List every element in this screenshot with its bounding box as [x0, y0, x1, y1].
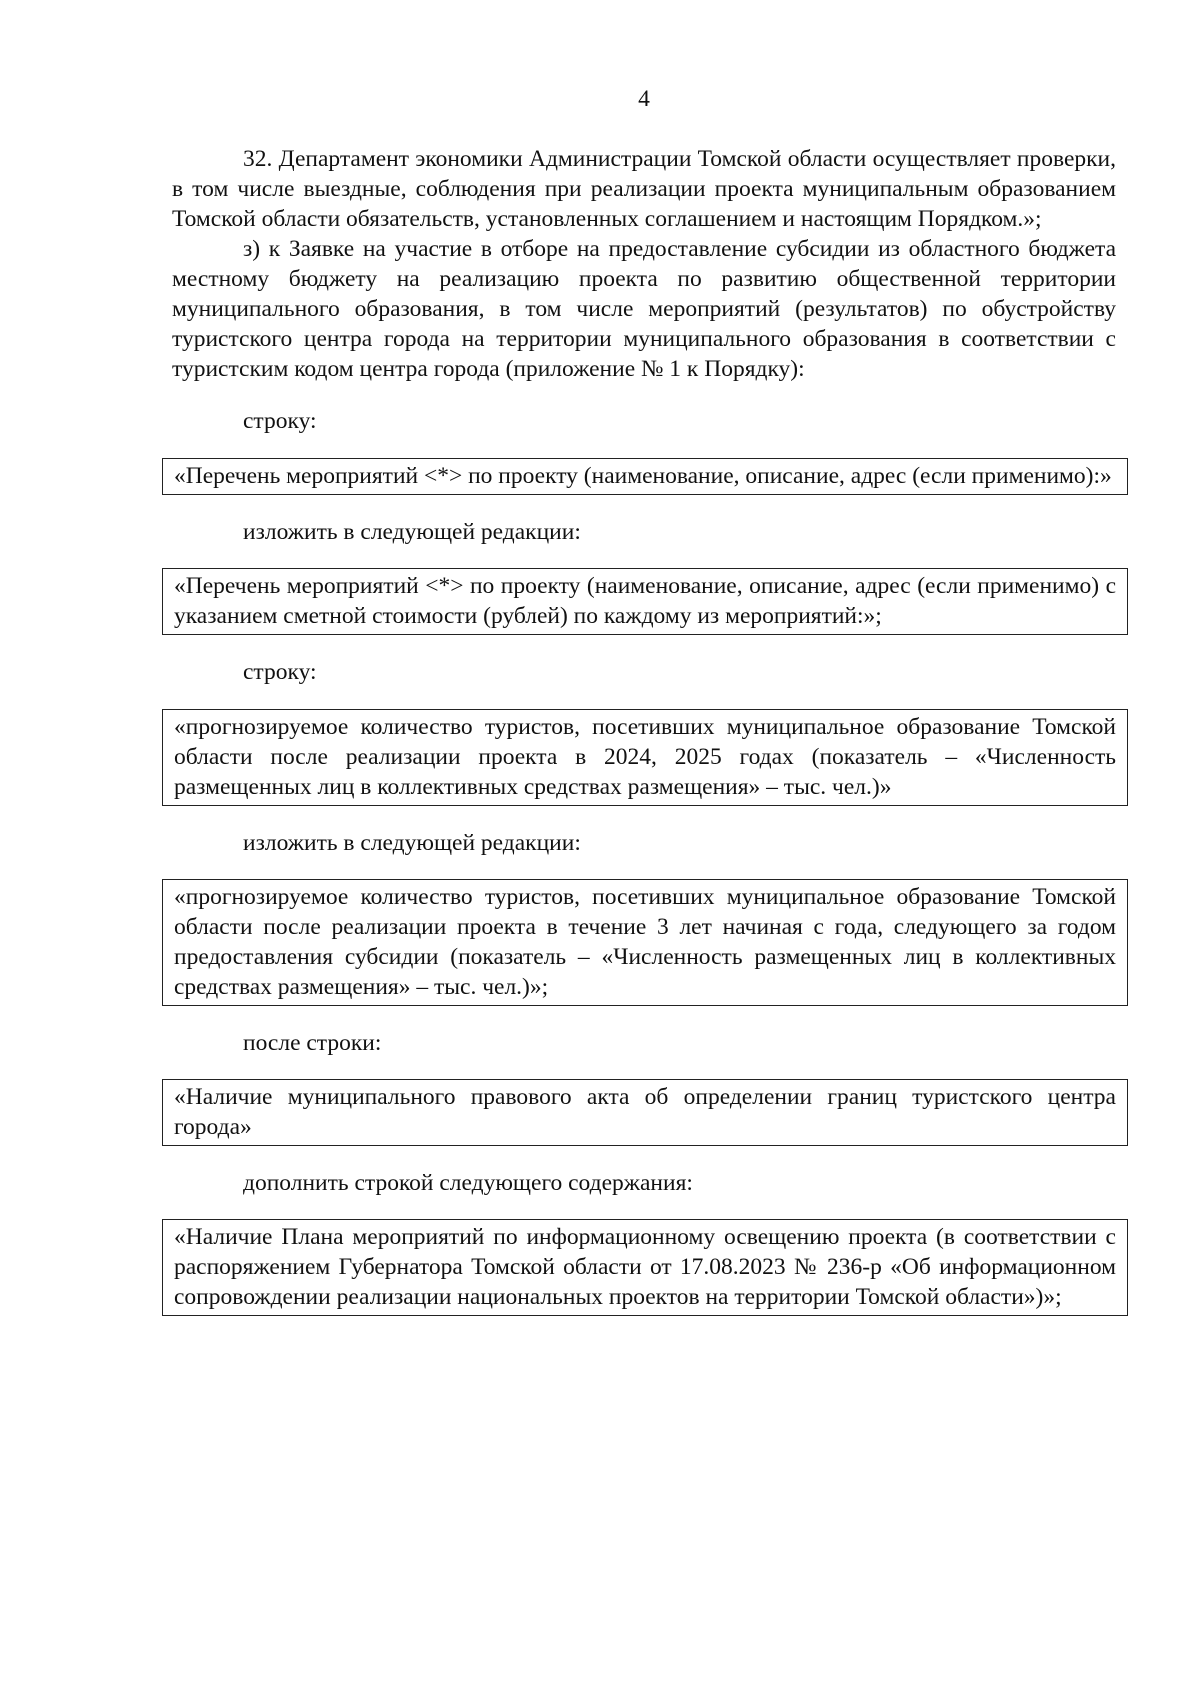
document-body: [172, 144, 1116, 1316]
paragraph-z: з) к Заявке на участие в отборе на предоставление субсидии из областного бюджета местному бюджету на реализацию проекта по развитию общественной территории муниципального образования, в том числе мероприятий (результатов) по обустройству туристского центра города на территории муниципального образования в соответствии с туристским кодом центра города (приложение № 1 к Порядку):: [172, 236, 1116, 382]
quoted-row-box-5: [162, 1079, 1128, 1146]
page-number: 4: [638, 86, 650, 112]
quoted-row-text-1: «Перечень мероприятий <*> по проекту (наименование, описание, адрес (если применимо):»: [174, 463, 1112, 489]
quoted-row-box-3: [162, 709, 1128, 806]
label-stroku-2: строку:: [243, 659, 317, 685]
label-posle-stroki: после строки:: [243, 1030, 382, 1056]
paragraph-32: 32. Департамент экономики Администрации Томской области осуществляет проверки, в том числе выездные, соблюдения при реализации проекта муниципальным образованием Томской области обязательств, установленных соглашением и настоящим Порядком.»;: [172, 146, 1116, 232]
quoted-row-text-4: «прогнозируемое количество туристов, посетивших муниципальное образование Томской области после реализации проекта в течение 3 лет начиная с года, следующего за годом предоставления субсидии (показатель – «Численность размещенных лиц в коллективных средствах размещения» – тыс. чел.)»;: [174, 884, 1116, 1000]
quoted-row-box-2: [162, 568, 1128, 635]
quoted-row-text-5: «Наличие муниципального правового акта об определении границ туристского центра города»: [174, 1084, 1116, 1140]
label-izlozhit-1: изложить в следующей редакции:: [243, 519, 581, 545]
label-izlozhit-2: изложить в следующей редакции:: [243, 830, 581, 856]
quoted-row-text-3: «прогнозируемое количество туристов, посетивших муниципальное образование Томской области после реализации проекта в 2024, 2025 годах (показатель – «Численность размещенных лиц в коллективных средствах размещения» – тыс. чел.)»: [174, 714, 1116, 800]
quoted-row-text-6: «Наличие Плана мероприятий по информационному освещению проекта (в соответствии с распоряжением Губернатора Томской области от 17.08.2023 № 236-р «Об информационном сопровождении реализации национальных проектов на территории Томской области»)»;: [174, 1224, 1116, 1310]
quoted-row-text-2: «Перечень мероприятий <*> по проекту (наименование, описание, адрес (если применимо) с указанием сметной стоимости (рублей) по каждому из мероприятий:»;: [174, 573, 1116, 629]
label-stroku-1: строку:: [243, 408, 317, 434]
quoted-row-box-1: [162, 458, 1128, 495]
quoted-row-box-6: [162, 1219, 1128, 1316]
label-dopolnit: дополнить строкой следующего содержания:: [243, 1170, 693, 1196]
quoted-row-box-4: [162, 879, 1128, 1006]
